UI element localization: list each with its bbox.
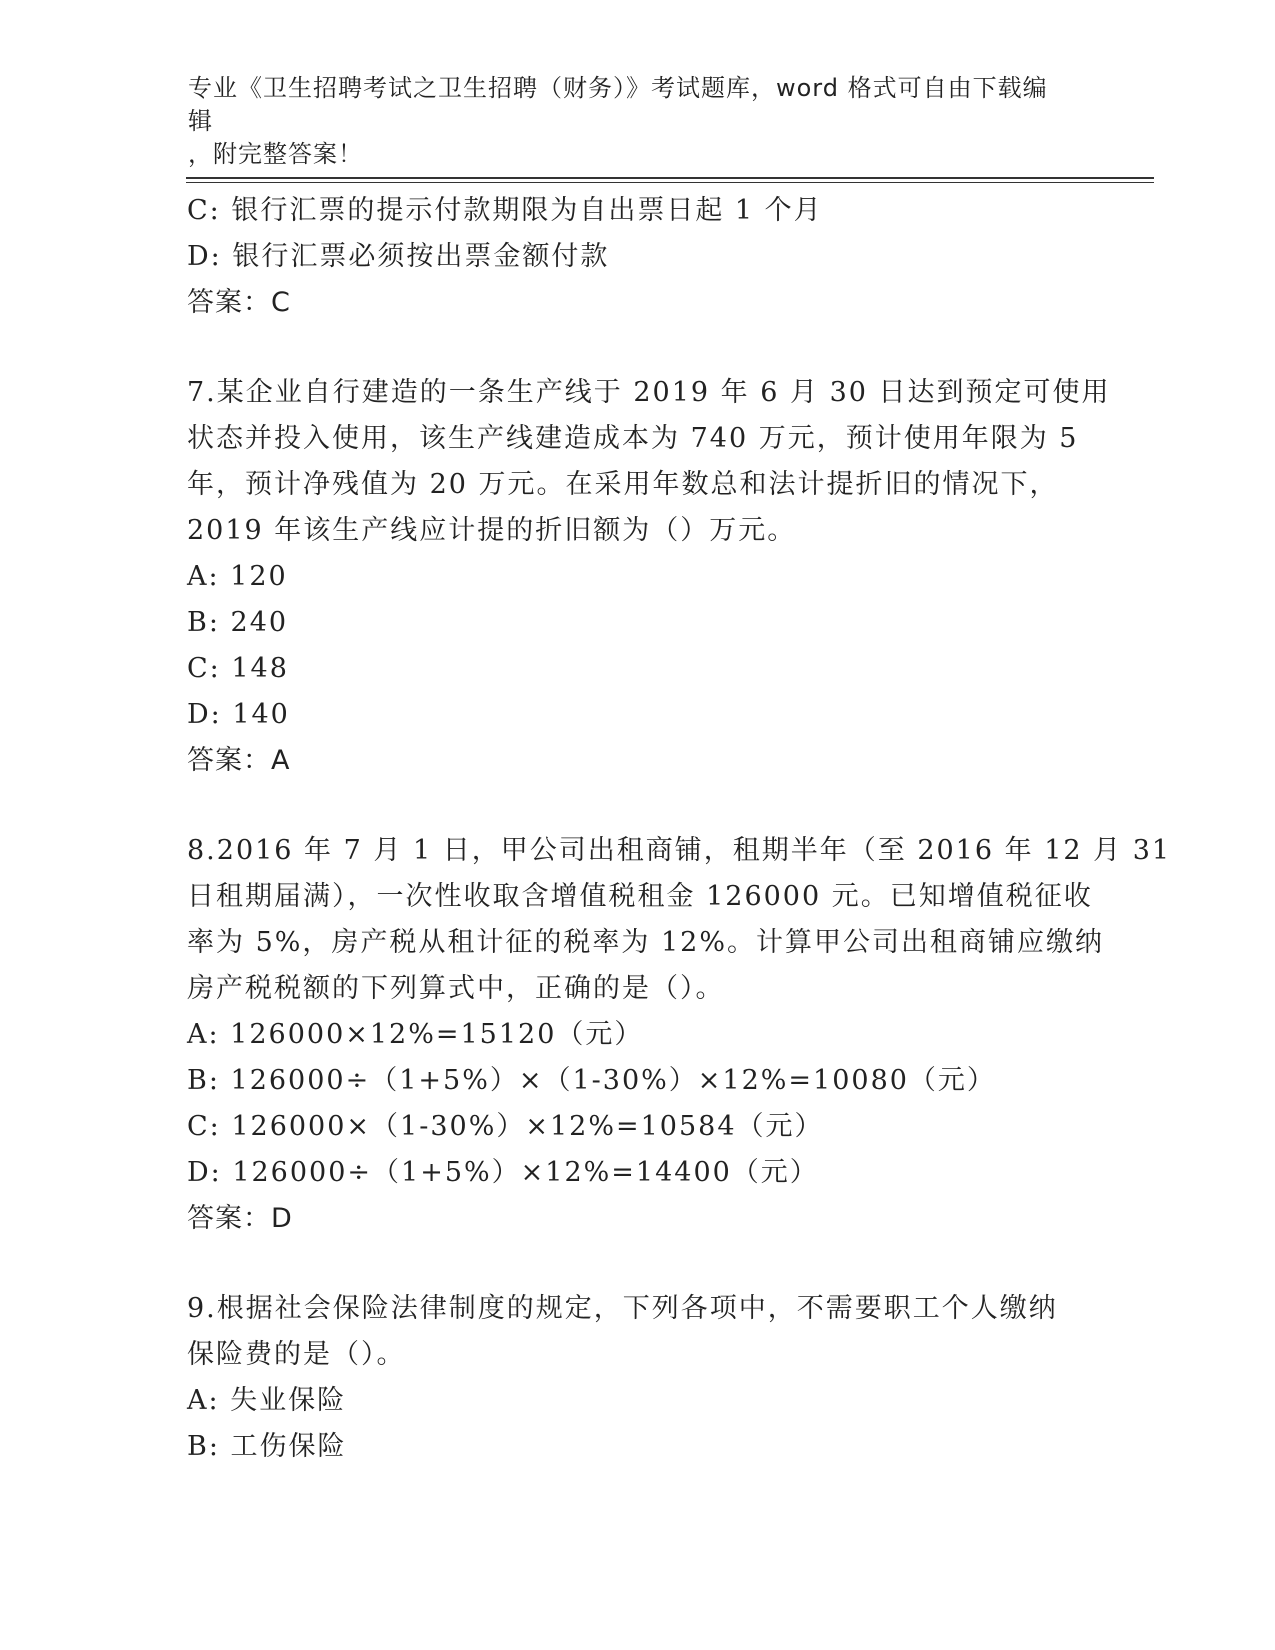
q7-option-b: B: 240 bbox=[187, 607, 289, 638]
q8-answer: 答案：D bbox=[187, 1203, 293, 1234]
q8-stem-line-2: 日租期届满），一次性收取含增值税租金 126000 元。已知增值税征收 bbox=[187, 881, 1093, 912]
q9-stem-line-1: 9.根据社会保险法律制度的规定，下列各项中，不需要职工个人缴纳 bbox=[187, 1293, 1058, 1324]
q7-option-d: D: 140 bbox=[187, 699, 290, 730]
q9-stem-line-2: 保险费的是（）。 bbox=[187, 1339, 406, 1370]
spacer bbox=[187, 1242, 1087, 1286]
q7-stem-line-4: 2019 年该生产线应计提的折旧额为（）万元。 bbox=[187, 515, 797, 546]
q6-answer: 答案：C bbox=[187, 287, 291, 318]
q7-answer: 答案：A bbox=[187, 745, 291, 776]
q8-stem-line-1: 8.2016 年 7 月 1 日，甲公司出租商铺，租期半年（至 2016 年 12 月 31 bbox=[187, 835, 1172, 866]
q7-stem-line-3: 年，预计净残值为 20 万元。在采用年数总和法计提折旧的情况下， bbox=[187, 469, 1059, 500]
q7-option-c: C: 148 bbox=[187, 653, 289, 684]
q9-option-a: A: 失业保险 bbox=[187, 1385, 347, 1416]
header-line-2: ，附完整答案！ bbox=[188, 140, 363, 168]
header-divider-thin bbox=[186, 182, 1154, 183]
q8-stem-line-4: 房产税税额的下列算式中，正确的是（）。 bbox=[187, 973, 725, 1004]
q7-stem-line-1: 7.某企业自行建造的一条生产线于 2019 年 6 月 30 日达到预定可使用 bbox=[187, 377, 1111, 408]
q8-option-a: A: 126000×12%=15120（元） bbox=[187, 1019, 644, 1050]
q8-stem-line-3: 率为 5%，房产税从租计征的税率为 12%。计算甲公司出租商铺应缴纳 bbox=[187, 927, 1105, 958]
document-header bbox=[188, 72, 1068, 171]
q7-option-a: A: 120 bbox=[187, 561, 288, 592]
q7-stem-line-2: 状态并投入使用，该生产线建造成本为 740 万元，预计使用年限为 5 bbox=[187, 423, 1079, 454]
document-body bbox=[187, 188, 1172, 1470]
q6-option-d: D: 银行汇票必须按出票金额付款 bbox=[187, 241, 610, 272]
q9-option-b: B: 工伤保险 bbox=[187, 1431, 347, 1462]
header-divider-thick bbox=[186, 177, 1154, 179]
header-line-1: 专业《卫生招聘考试之卫生招聘（财务）》考试题库，word 格式可自由下载编辑 bbox=[188, 74, 1048, 135]
q8-option-d: D: 126000÷（1+5%）×12%=14400（元） bbox=[187, 1157, 819, 1188]
q6-option-c: C: 银行汇票的提示付款期限为自出票日起 1 个月 bbox=[187, 195, 823, 226]
q8-option-c: C: 126000×（1-30%）×12%=10584（元） bbox=[187, 1111, 824, 1142]
q8-option-b: B: 126000÷（1+5%）×（1-30%）×12%=10080（元） bbox=[187, 1065, 996, 1096]
spacer bbox=[187, 784, 1087, 828]
spacer bbox=[187, 326, 1087, 370]
